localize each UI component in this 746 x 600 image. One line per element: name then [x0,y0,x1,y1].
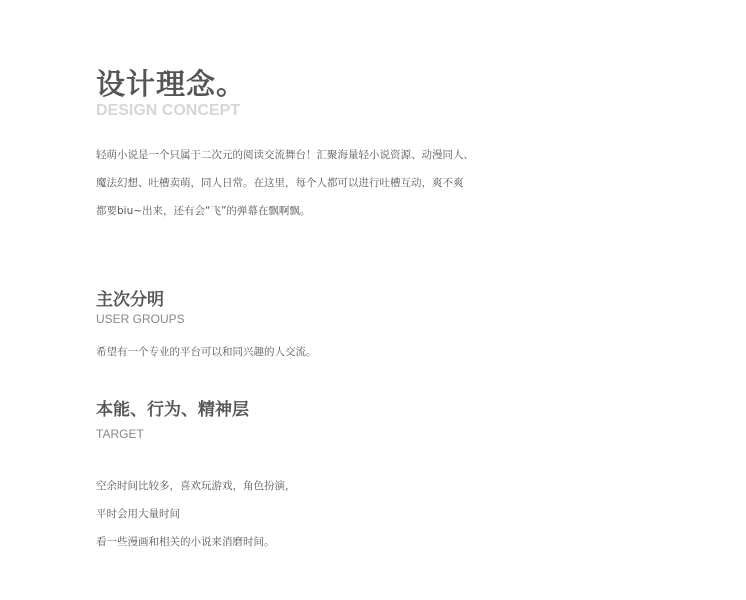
concept-paragraph-line-2: 魔法幻想、吐槽卖萌，同人日常。在这里，每个人都可以进行吐槽互动，爽不爽 [96,177,464,189]
target-line-3: 看一些漫画和相关的小说来消磨时间。 [96,536,275,548]
user-groups-title: 主次分明 [96,290,164,310]
user-groups-subtitle: USER GROUPS [96,312,185,326]
concept-paragraph-line-1: 轻萌小说是一个只属于二次元的阅读交流舞台！汇聚海量轻小说资源、动漫同人、 [96,149,474,161]
concept-paragraph-line-3: 都要biu~出来，还有会“飞”的弹幕在飘啊飘。 [96,205,311,217]
target-title: 本能、行为、精神层 [96,400,249,420]
design-concept-title: 设计理念。 [96,67,247,101]
target-subtitle: TARGET [96,427,144,441]
target-line-1: 空余时间比较多，喜欢玩游戏，角色扮演， [96,480,296,492]
design-concept-subtitle: DESIGN CONCEPT [96,102,241,119]
user-groups-text: 希望有一个专业的平台可以和同兴趣的人交流。 [96,346,317,358]
target-line-2: 平时会用大量时间 [96,508,180,520]
